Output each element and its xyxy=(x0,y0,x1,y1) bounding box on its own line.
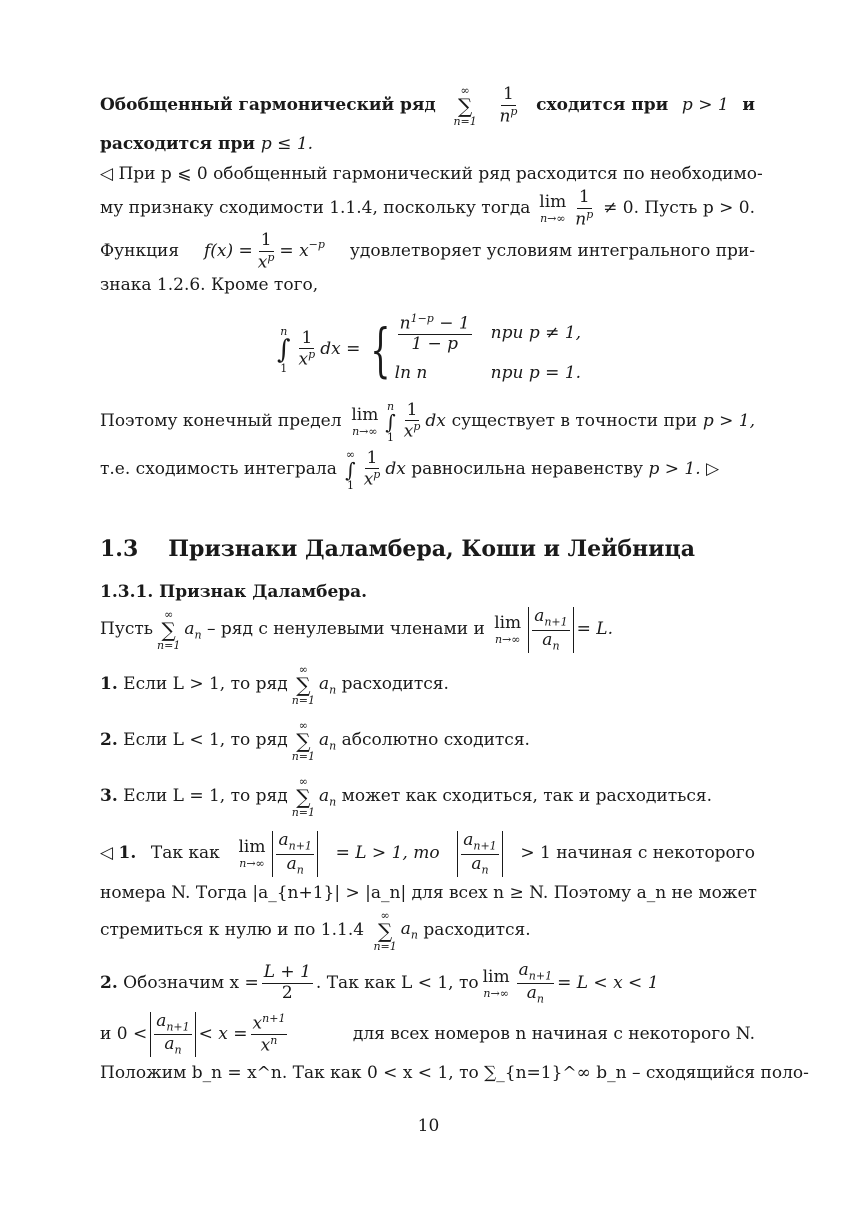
proof2-line-3: стремиться к нулю и по 1.1.4 ∞ ∑ n=1 $a_n$ расходится. xyxy=(100,908,531,953)
proof2-line-5 xyxy=(100,1009,755,1061)
proof-text: Обозначим x = xyxy=(123,972,259,993)
statement-text: – ряд с ненулевыми членами и xyxy=(206,619,485,640)
fraction: $\frac{1}{x^p}$ xyxy=(363,447,381,490)
cases xyxy=(395,313,581,386)
math-text: p > 1, xyxy=(702,410,755,431)
proof2-line-1 xyxy=(100,827,755,881)
case-number: 1. xyxy=(100,674,118,695)
proof-text: т.е. сходимость интеграла xyxy=(100,458,337,479)
integral-display: n ∫ 1 $\frac{1}{x^p}$ dx = { $\frac{n^{1-p} - 1}{1 - p}$ при p ≠ 1, ln n при p = 1. xyxy=(100,307,755,393)
case-row xyxy=(395,361,581,387)
theorem-line-1 xyxy=(100,80,755,132)
math-text: = L < x < 1 xyxy=(557,972,659,993)
case-expression: ln n xyxy=(394,362,428,383)
fraction: $\frac{1}{x^p}$ xyxy=(257,230,275,273)
fraction: $\frac{1}{n^p}$ xyxy=(499,84,518,127)
absolute-value: $\frac{a_{n+1}}{a_n}$ xyxy=(150,1012,195,1057)
absolute-value: $\frac{a_{n+1}}{a_n}$ xyxy=(457,831,502,876)
proof-text: > 1 начиная с некоторого xyxy=(520,843,755,864)
proof1-line-1 xyxy=(100,162,763,188)
dalembert-case-1: 1. Если L > 1, то ряд ∞ ∑ n=1 $a_n$ расходится. xyxy=(100,663,449,707)
integral-symbol: n ∫ 1 xyxy=(385,399,396,444)
proof-text: для всех номеров n начиная с некоторого N. xyxy=(352,1023,755,1044)
proof2-line-6 xyxy=(100,1061,809,1087)
proof-text: стремиться к нулю и по 1.1.4 xyxy=(100,919,365,940)
proof-text: ◁ При p ⩽ 0 обобщенный гармонический ряд расходится по необходимо- xyxy=(100,163,763,184)
proof-text: равносильна неравенству xyxy=(411,458,644,479)
proof-text: му признаку сходимости 1.1.4, поскольку тогда xyxy=(100,198,531,219)
case-condition: при p = 1. xyxy=(490,362,581,383)
statement-text: Если L = 1, то ряд xyxy=(123,786,288,807)
case-number: 2. xyxy=(100,972,118,993)
integral-symbol: ∞ ∫ 1 xyxy=(345,447,356,492)
statement-text: Если L > 1, то ряд xyxy=(123,674,288,695)
proof1-line-4 xyxy=(100,273,755,299)
case-condition: при p ≠ 1, xyxy=(490,323,581,343)
fraction: $\frac{n^{1-p} - 1}{1 - p}$ xyxy=(399,311,470,355)
sum-symbol: ∞ ∑ n=1 xyxy=(157,608,181,652)
integral-symbol: n ∫ 1 xyxy=(277,324,291,375)
improper-integral: ∞ ∫ 1 $\frac{1}{x^p}$ dx xyxy=(345,447,406,492)
statement-text: Пусть xyxy=(100,619,154,640)
sum-symbol: ∞ ∑ n=1 xyxy=(291,775,316,819)
limit-integral: lim n→∞ n ∫ 1 $\frac{1}{x^p}$ dx xyxy=(351,399,446,444)
proof-text: и 0 < xyxy=(100,1023,148,1044)
theorem-line-2 xyxy=(100,132,755,158)
math-text: = L. xyxy=(576,619,613,640)
sum-symbol: ∞ ∑ n=1 xyxy=(291,663,316,707)
proof-text: ≠ 0. Пусть p > 0. xyxy=(603,198,755,219)
proof-text: Поэтому конечный предел xyxy=(100,410,342,431)
theorem-text: сходится при xyxy=(536,95,669,116)
statement-text: Если L < 1, то ряд xyxy=(123,730,288,751)
subsection-title: 1.3.1. Признак Даламбера. xyxy=(100,581,368,602)
dalembert-case-2: 2. Если L < 1, то ряд ∞ ∑ n=1 $a_n$ абсолютно сходится. xyxy=(100,719,530,763)
proof-start-mark: ◁ xyxy=(100,843,114,864)
proof-text: Положим b_n = x^n. Так как 0 < x < 1, то ∑_{n=1}^∞ b_n – сходящийся поло- xyxy=(100,1062,809,1083)
absolute-value: $\frac{a_{n+1}}{a_n}$ xyxy=(528,607,573,652)
fraction: $\frac{a_{n+1}}{a_n}$ xyxy=(518,959,553,1006)
proof-text: знака 1.2.6. Кроме того, xyxy=(100,275,319,295)
section-number: 1.3 xyxy=(100,535,139,562)
proof-text: номера N. Тогда |a_{n+1}| > |a_n| для всех n ≥ N. Поэтому a_n не может xyxy=(100,883,757,903)
case-number: 1. xyxy=(118,843,137,864)
math-text: f(x) = xyxy=(203,241,253,262)
statement-text: абсолютно сходится. xyxy=(341,730,530,751)
ratio-inequality xyxy=(100,1012,290,1057)
theorem-text: и xyxy=(742,95,755,116)
case-number: 3. xyxy=(100,786,118,807)
math-text: p > 1. ▷ xyxy=(648,458,720,479)
limit-symbol: lim n→∞ xyxy=(238,837,266,870)
statement-text: расходится. xyxy=(341,674,449,695)
proof1-line-3 xyxy=(100,231,755,273)
subsection-heading xyxy=(100,580,755,606)
theorem-text: расходится при xyxy=(100,134,255,154)
statement-text: может как сходиться, так и расходиться. xyxy=(341,786,713,807)
fraction: $\frac{1}{x^p}$ xyxy=(298,327,316,370)
math-exponent: −p xyxy=(308,238,325,252)
limit-symbol: lim n→∞ xyxy=(539,192,567,225)
proof-text: Функция xyxy=(100,241,180,262)
sum-symbol: ∞ ∑ n=1 xyxy=(453,84,477,128)
page-body xyxy=(100,80,809,1086)
fraction: $\frac{L + 1}{2}$ xyxy=(263,962,311,1003)
limit-expression xyxy=(535,188,598,230)
theorem-math: p ≤ 1. xyxy=(260,134,314,154)
limit-symbol: lim n→∞ xyxy=(494,613,522,646)
proof-text: Так как xyxy=(150,843,220,864)
math-text: < x = xyxy=(198,1023,248,1044)
proof-text: расходится. xyxy=(423,919,531,940)
proof-text: существует в точности при xyxy=(451,410,698,431)
limit-symbol: lim n→∞ xyxy=(351,404,379,438)
sum-symbol: ∞ ∑ n=1 xyxy=(373,908,397,953)
theorem-math: p > 1 xyxy=(681,95,729,116)
dalembert-intro: Пусть ∞ ∑ n=1 $a_n$ – ряд с ненулевыми членами и lim n→∞ $\frac{a_{n+1}}{a_n}$ = L. xyxy=(100,606,613,652)
absolute-value: $\frac{a_{n+1}}{a_n}$ xyxy=(272,831,317,876)
dalembert-case-3: 3. Если L = 1, то ряд ∞ ∑ n=1 $a_n$ может как сходиться, так и расходиться. xyxy=(100,775,713,819)
section-heading xyxy=(100,533,755,566)
proof-text: . Так как L < 1, то xyxy=(315,972,479,993)
proof1-line-2 xyxy=(100,187,755,231)
math-text: = L > 1, то xyxy=(335,843,440,864)
fraction: $\frac{x^{n+1}}{x^n}$ xyxy=(252,1011,286,1056)
case-number: 2. xyxy=(100,730,118,751)
function-definition xyxy=(204,231,325,273)
left-brace: { xyxy=(370,315,391,384)
case-row xyxy=(395,313,581,355)
proof2-line-2 xyxy=(100,881,755,907)
limit-ratio xyxy=(234,831,320,876)
proof2-line-4 xyxy=(100,959,755,1009)
proof1-line-5 xyxy=(100,399,755,445)
proof1-line-6 xyxy=(100,445,755,495)
math-text: = x xyxy=(279,241,309,262)
page-number: 10 xyxy=(417,1116,440,1136)
fraction: $\frac{1}{x^p}$ xyxy=(403,399,421,442)
theorem-text: Обобщенный гармонический ряд xyxy=(100,95,436,116)
proof-text: удовлетворяет условиям интегрального при- xyxy=(349,241,755,262)
fraction: $\frac{1}{n^p}$ xyxy=(575,187,594,230)
section-title: Признаки Даламбера, Коши и Лейбница xyxy=(168,535,695,562)
limit-symbol: lim n→∞ xyxy=(482,966,510,1000)
sum-symbol: ∞ ∑ n=1 xyxy=(291,719,316,763)
